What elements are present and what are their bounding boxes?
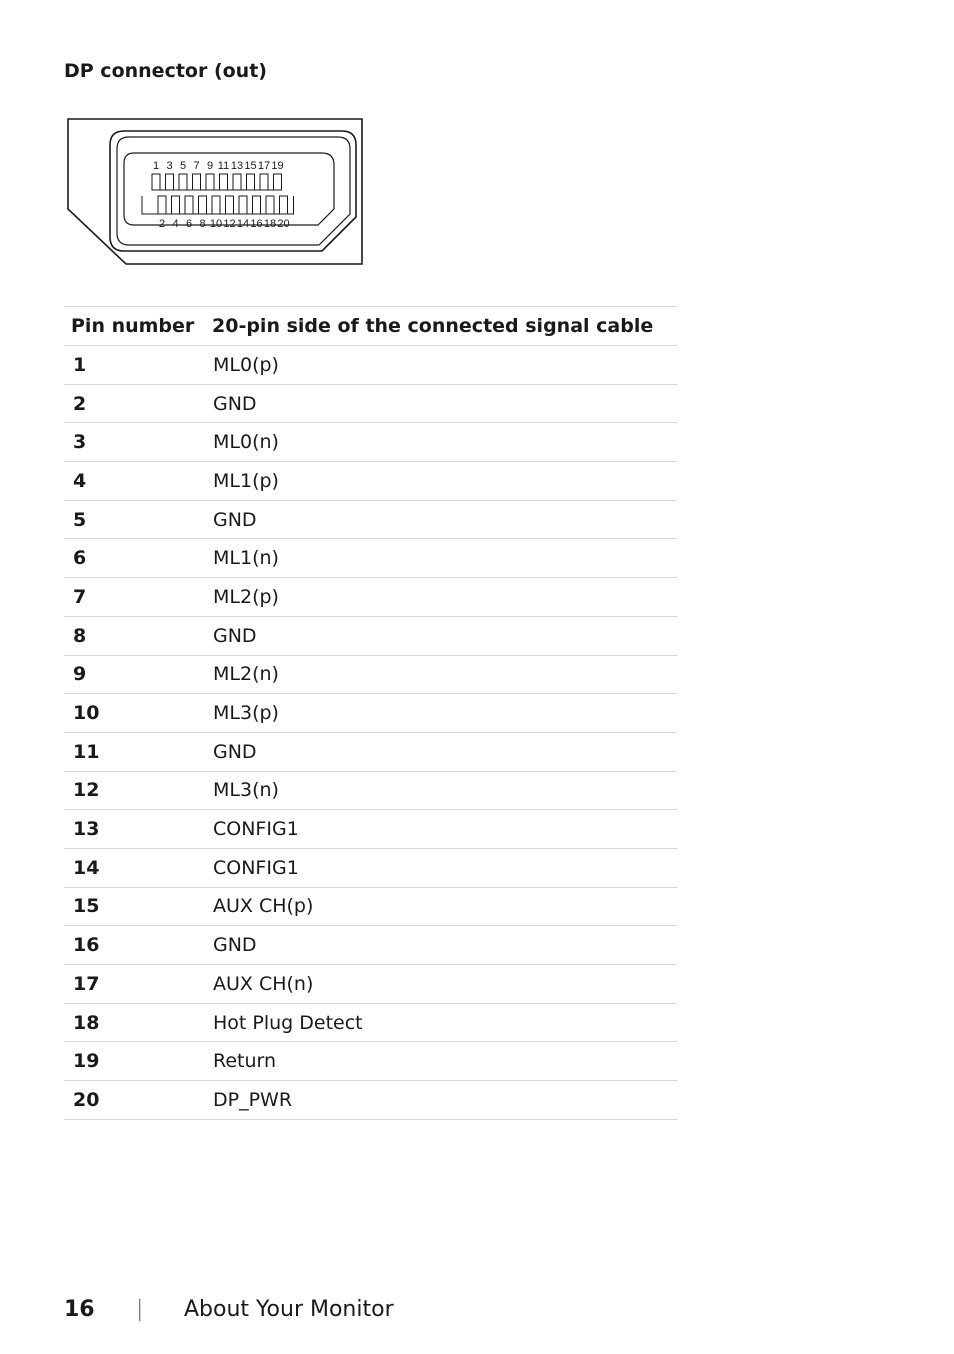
connector-pin	[179, 174, 187, 190]
pin-number-cell: 20	[64, 1081, 205, 1120]
signal-cell: GND	[205, 732, 677, 771]
pin-number-cell: 4	[64, 462, 205, 501]
signal-cell: ML1(p)	[205, 462, 677, 501]
connector-pin	[199, 196, 207, 214]
signal-cell: ML3(n)	[205, 771, 677, 810]
connector-pin	[253, 196, 261, 214]
pin-number-cell: 8	[64, 616, 205, 655]
pin-number-cell: 14	[64, 848, 205, 887]
connector-pin	[158, 196, 166, 214]
connector-pin	[280, 196, 288, 214]
pin-assignment-table	[64, 306, 677, 1120]
table-row	[64, 694, 677, 733]
signal-cell: ML2(p)	[205, 578, 677, 617]
pin-number-cell: 18	[64, 1003, 205, 1042]
pin-label-top: 19	[271, 160, 284, 172]
signal-cell: ML1(n)	[205, 539, 677, 578]
pin-number-cell: 5	[64, 500, 205, 539]
connector-pin	[260, 174, 268, 190]
signal-cell: DP_PWR	[205, 1081, 677, 1120]
table-header-row	[64, 307, 677, 346]
pin-label-bottom: 8	[199, 218, 206, 230]
signal-cell: CONFIG1	[205, 848, 677, 887]
connector-pin	[226, 196, 234, 214]
signal-cell: ML0(n)	[205, 423, 677, 462]
pin-number-cell: 16	[64, 926, 205, 965]
connector-pin-labels	[153, 160, 290, 230]
footer-separator: |	[136, 1297, 144, 1322]
pin-label-bottom: 18	[263, 218, 277, 230]
pin-label-bottom: 20	[277, 218, 290, 230]
pin-label-top: 11	[217, 160, 230, 172]
pin-label-top: 15	[244, 160, 257, 172]
pin-number-cell: 15	[64, 887, 205, 926]
pin-number-cell: 6	[64, 539, 205, 578]
table-row	[64, 346, 677, 385]
pin-label-bottom: 2	[158, 218, 166, 230]
connector-pin	[185, 196, 193, 214]
pin-label-bottom: 6	[185, 218, 193, 230]
pin-label-top: 9	[206, 160, 214, 172]
signal-cell: AUX CH(p)	[205, 887, 677, 926]
table-row	[64, 732, 677, 771]
pin-label-bottom: 16	[250, 218, 263, 230]
connector-pin	[239, 196, 247, 214]
table-row	[64, 1042, 677, 1081]
pin-number-cell: 11	[64, 732, 205, 771]
table-row	[64, 848, 677, 887]
pin-number-cell: 7	[64, 578, 205, 617]
pin-label-bottom: 10	[209, 218, 223, 230]
table-row	[64, 926, 677, 965]
pin-number-cell: 17	[64, 965, 205, 1004]
table-row	[64, 771, 677, 810]
connector-pin	[166, 174, 174, 190]
pin-label-top: 5	[179, 160, 187, 172]
signal-cell: GND	[205, 500, 677, 539]
table-row	[64, 1081, 677, 1120]
signal-cell: GND	[205, 384, 677, 423]
table-row	[64, 887, 677, 926]
connector-pin	[212, 196, 220, 214]
table-row	[64, 655, 677, 694]
table-row	[64, 1003, 677, 1042]
table-row	[64, 384, 677, 423]
pin-number-cell: 12	[64, 771, 205, 810]
signal-cell: ML3(p)	[205, 694, 677, 733]
signal-cell: ML0(p)	[205, 346, 677, 385]
dp-connector-diagram	[66, 117, 366, 267]
table-row	[64, 539, 677, 578]
pin-label-top: 17	[257, 160, 271, 172]
pin-label-bottom: 14	[236, 218, 250, 230]
pin-number-cell: 19	[64, 1042, 205, 1081]
signal-cell: Return	[205, 1042, 677, 1081]
connector-pin	[206, 174, 214, 190]
header-signal: 20-pin side of the connected signal cable	[205, 307, 677, 346]
table-row	[64, 423, 677, 462]
section-title: DP connector (out)	[64, 60, 267, 82]
pin-label-bottom: 4	[172, 218, 179, 230]
connector-pins	[142, 174, 294, 214]
pin-number-cell: 10	[64, 694, 205, 733]
pin-number-cell: 3	[64, 423, 205, 462]
table-row	[64, 965, 677, 1004]
chapter-title: About Your Monitor	[184, 1297, 394, 1322]
table-row	[64, 500, 677, 539]
signal-cell: Hot Plug Detect	[205, 1003, 677, 1042]
signal-cell: GND	[205, 616, 677, 655]
table-row	[64, 462, 677, 501]
table-row	[64, 616, 677, 655]
pin-label-bottom: 12	[223, 218, 236, 230]
pin-number-cell: 9	[64, 655, 205, 694]
connector-pin	[274, 174, 282, 190]
header-pin-number: Pin number	[64, 307, 205, 346]
table-row	[64, 810, 677, 849]
table-row	[64, 578, 677, 617]
signal-cell: ML2(n)	[205, 655, 677, 694]
pin-label-top: 1	[152, 160, 160, 172]
connector-pin	[152, 174, 160, 190]
pin-number-cell: 13	[64, 810, 205, 849]
pin-row-line-top	[152, 182, 282, 190]
connector-pin	[266, 196, 274, 214]
signal-cell: GND	[205, 926, 677, 965]
connector-pin	[220, 174, 228, 190]
signal-cell: AUX CH(n)	[205, 965, 677, 1004]
pin-number-cell: 1	[64, 346, 205, 385]
pin-number-cell: 2	[64, 384, 205, 423]
connector-pin	[193, 174, 201, 190]
connector-pin	[172, 196, 180, 214]
pin-label-top: 13	[230, 160, 244, 172]
pin-label-top: 3	[166, 160, 173, 172]
signal-cell: CONFIG1	[205, 810, 677, 849]
connector-pin	[247, 174, 255, 190]
pin-row-line-bottom	[142, 196, 294, 214]
pin-label-top: 7	[193, 160, 200, 172]
connector-pin	[233, 174, 241, 190]
page-number: 16	[64, 1297, 95, 1322]
page-footer	[64, 1297, 394, 1322]
